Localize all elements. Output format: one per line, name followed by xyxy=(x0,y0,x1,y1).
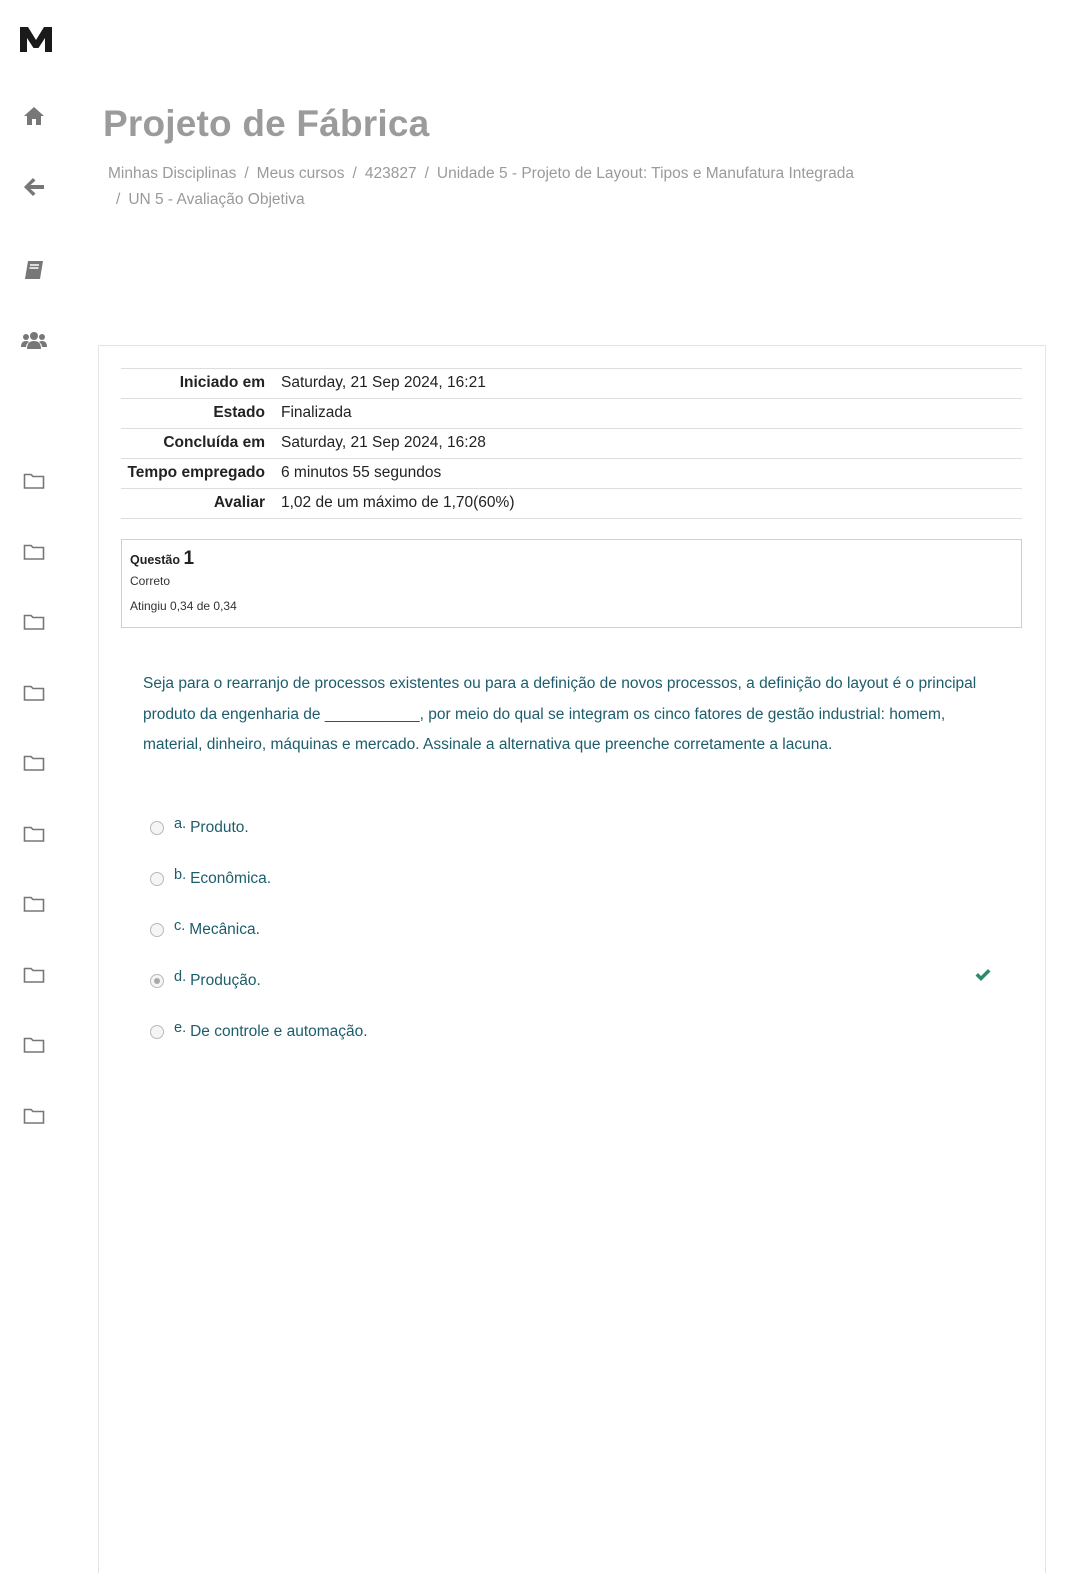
folder-icon[interactable] xyxy=(21,609,47,635)
breadcrumb-item-avaliacao[interactable]: UN 5 - Avaliação Objetiva xyxy=(128,191,305,208)
answer-option-c[interactable] xyxy=(150,917,260,943)
answer-radio[interactable] xyxy=(150,821,164,835)
table-row xyxy=(121,369,1022,399)
question-grade: Atingiu 0,34 de 0,34 xyxy=(130,599,237,613)
question-info-box xyxy=(121,539,1022,628)
answer-radio[interactable] xyxy=(150,872,164,886)
folder-icon[interactable] xyxy=(21,468,47,494)
breadcrumb-separator: / xyxy=(424,165,429,182)
table-row xyxy=(121,489,1022,519)
breadcrumb-separator: / xyxy=(244,165,249,182)
breadcrumb xyxy=(108,161,1008,213)
breadcrumb-separator: / xyxy=(116,191,121,208)
answer-letter: b. xyxy=(174,867,187,883)
question-state: Correto xyxy=(130,574,171,588)
main-content-card xyxy=(98,345,1046,1573)
logo-m-icon xyxy=(19,22,53,56)
summary-label: Avaliar xyxy=(213,494,265,511)
breadcrumb-item-unidade-5[interactable]: Unidade 5 - Projeto de Layout: Tipos e Manufatura Integrada xyxy=(436,165,854,182)
table-row xyxy=(121,459,1022,489)
answer-option-b[interactable] xyxy=(150,866,271,892)
answer-letter: a. xyxy=(174,816,187,832)
home-icon[interactable] xyxy=(21,103,47,129)
breadcrumb-item-minhas-disciplinas[interactable]: Minhas Disciplinas xyxy=(108,165,237,182)
users-icon[interactable] xyxy=(21,327,47,353)
answer-letter: e. xyxy=(174,1020,187,1036)
summary-label: Concluída em xyxy=(163,434,265,451)
question-text: Seja para o rearranjo de processos existentes ou para a definição de novos processos, a definição do layout é o principal produto da engenharia de ___________, por meio do qual se integram os cinco fatores de gestão industrial: homem, material, dinheiro, máquinas e mercado. Assinale a alternativa que preenche corretamente a lacuna. xyxy=(143,675,977,753)
answer-radio-selected[interactable] xyxy=(150,974,164,988)
summary-value: 1,02 de um máximo de 1,70(60%) xyxy=(281,494,515,511)
answer-text: De controle e automação. xyxy=(190,1023,368,1040)
question-number-value: 1 xyxy=(183,548,195,569)
summary-value: 6 minutos 55 segundos xyxy=(281,464,442,481)
folder-icon[interactable] xyxy=(21,680,47,706)
answer-text: Produto. xyxy=(190,819,249,836)
folder-icon[interactable] xyxy=(21,1032,47,1058)
folder-icon[interactable] xyxy=(21,821,47,847)
answer-radio[interactable] xyxy=(150,1025,164,1039)
attempt-summary-table xyxy=(121,368,1022,519)
question-label: Questão xyxy=(130,553,181,567)
folder-icon[interactable] xyxy=(21,891,47,917)
answer-radio[interactable] xyxy=(150,923,164,937)
page-title: Projeto de Fábrica xyxy=(103,103,430,144)
breadcrumb-separator: / xyxy=(352,165,357,182)
answer-text: Mecânica. xyxy=(189,921,260,938)
summary-label: Estado xyxy=(213,404,265,421)
folder-icon[interactable] xyxy=(21,750,47,776)
answer-letter: d. xyxy=(174,969,187,985)
summary-label: Iniciado em xyxy=(179,374,265,391)
summary-value: Saturday, 21 Sep 2024, 16:28 xyxy=(281,434,486,451)
table-row xyxy=(121,429,1022,459)
folder-icon[interactable] xyxy=(21,1103,47,1129)
folder-icon[interactable] xyxy=(21,539,47,565)
table-row xyxy=(121,399,1022,429)
folder-icon[interactable] xyxy=(21,962,47,988)
back-arrow-icon[interactable] xyxy=(21,174,47,200)
breadcrumb-item-meus-cursos[interactable]: Meus cursos xyxy=(256,165,345,182)
answer-text: Econômica. xyxy=(190,870,272,887)
book-icon[interactable] xyxy=(21,257,47,283)
summary-label: Tempo empregado xyxy=(127,464,265,481)
answer-text: Produção. xyxy=(190,972,261,989)
summary-value: Saturday, 21 Sep 2024, 16:21 xyxy=(281,374,486,391)
site-logo[interactable] xyxy=(19,22,53,56)
summary-value: Finalizada xyxy=(281,404,352,421)
answer-letter: c. xyxy=(174,918,186,934)
question-number xyxy=(130,548,1013,570)
breadcrumb-item-course-id[interactable]: 423827 xyxy=(364,165,417,182)
answer-option-d[interactable] xyxy=(150,968,261,994)
answer-option-e[interactable] xyxy=(150,1019,368,1045)
answer-option-a[interactable] xyxy=(150,815,249,841)
check-icon xyxy=(974,966,992,984)
